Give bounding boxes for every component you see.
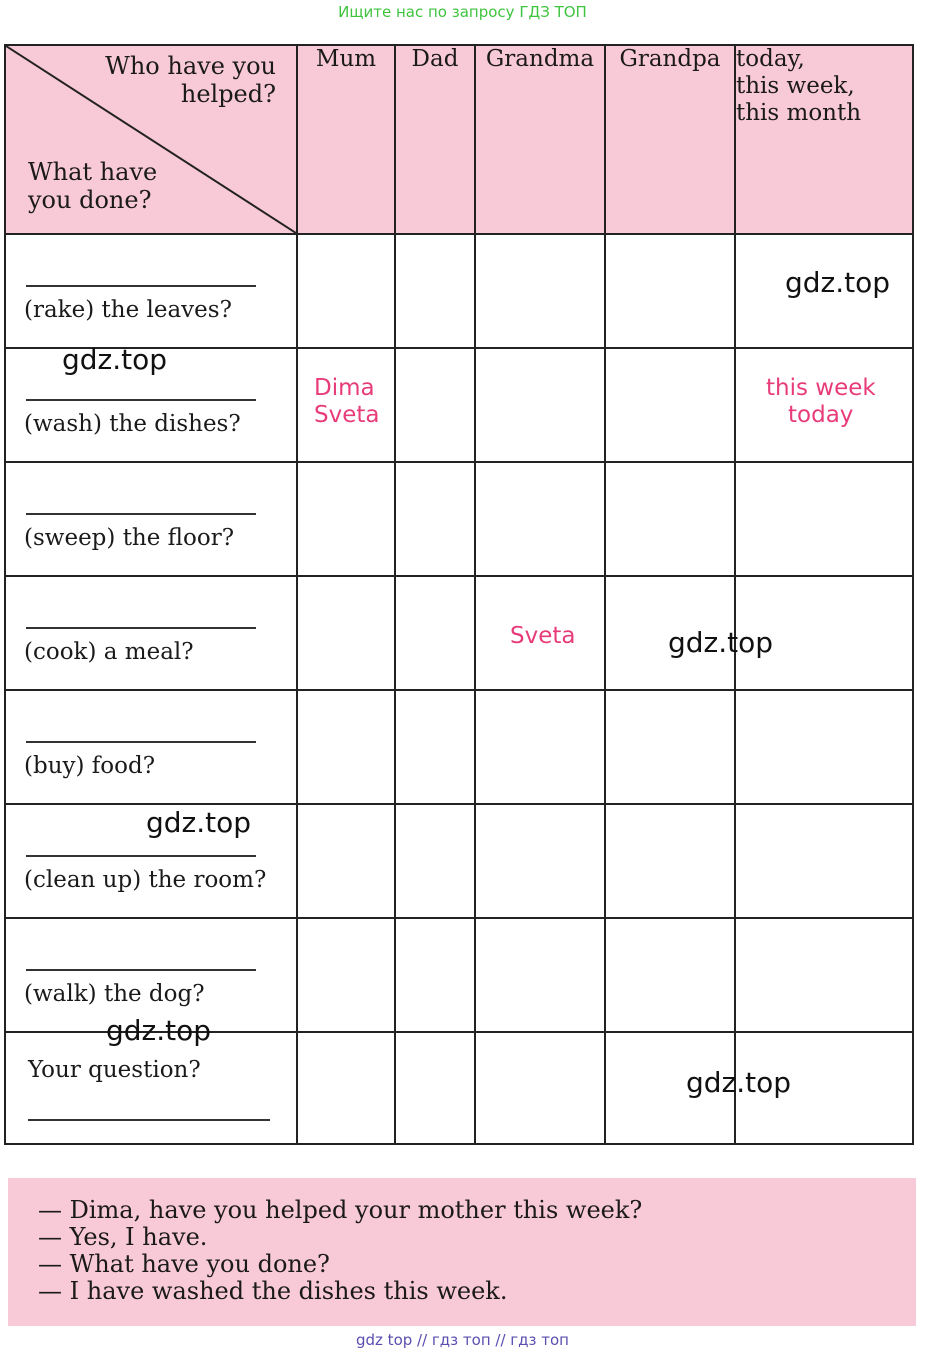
cell[interactable]: [395, 804, 475, 918]
cell[interactable]: [475, 234, 605, 348]
cell[interactable]: [297, 234, 395, 348]
cell[interactable]: [475, 690, 605, 804]
cell[interactable]: [395, 1032, 475, 1144]
question-text: (clean up) the room?: [24, 867, 267, 893]
question-cell: [5, 576, 297, 690]
handwriting-sveta: Sveta: [314, 402, 380, 428]
cell[interactable]: [475, 1032, 605, 1144]
chores-table: [4, 44, 914, 1145]
cell[interactable]: [735, 462, 913, 576]
column-time: today, this week, this month: [735, 45, 913, 234]
cell[interactable]: [297, 462, 395, 576]
cell[interactable]: [475, 348, 605, 462]
watermark: gdz.top: [106, 1014, 212, 1047]
table-row: [5, 234, 913, 348]
watermark: gdz.top: [668, 626, 774, 659]
column-grandma: Grandma: [475, 45, 605, 234]
question-cell: [5, 690, 297, 804]
question-cell: [5, 234, 297, 348]
question-text: (cook) a meal?: [24, 639, 194, 665]
what-done-label: What have you done?: [28, 158, 158, 214]
dialog-line: — Yes, I have.: [38, 1223, 208, 1251]
dialog-line: — I have washed the dishes this week.: [38, 1277, 508, 1305]
cell[interactable]: [395, 348, 475, 462]
answer-blank[interactable]: [26, 969, 256, 971]
question-text: (walk) the dog?: [24, 981, 205, 1007]
question-cell: [5, 1032, 297, 1144]
cell[interactable]: [735, 690, 913, 804]
question-cell: [5, 462, 297, 576]
answer-blank[interactable]: [28, 1119, 270, 1121]
question-text: (rake) the leaves?: [24, 297, 232, 323]
cell[interactable]: [735, 918, 913, 1032]
cell[interactable]: [395, 234, 475, 348]
cell[interactable]: [297, 576, 395, 690]
cell[interactable]: [297, 918, 395, 1032]
cell[interactable]: [605, 234, 735, 348]
your-question-text: Your question?: [28, 1057, 201, 1083]
cell[interactable]: [605, 690, 735, 804]
cell[interactable]: [395, 462, 475, 576]
cell[interactable]: [297, 690, 395, 804]
cell[interactable]: [297, 348, 395, 462]
cell[interactable]: [475, 462, 605, 576]
watermark: gdz.top: [785, 266, 891, 299]
handwriting-dima: Dima: [314, 375, 375, 401]
cell[interactable]: [395, 576, 475, 690]
cell[interactable]: [605, 918, 735, 1032]
who-helped-label: Who have you helped?: [105, 52, 276, 108]
watermark: gdz.top: [146, 806, 252, 839]
cell[interactable]: [395, 918, 475, 1032]
cell[interactable]: [735, 804, 913, 918]
cell[interactable]: [475, 576, 605, 690]
column-mum: Mum: [297, 45, 395, 234]
handwriting-today: today: [788, 402, 854, 428]
diagonal-header-cell: [5, 45, 297, 234]
cell[interactable]: [297, 804, 395, 918]
column-grandpa: Grandpa: [605, 45, 735, 234]
column-dad: Dad: [395, 45, 475, 234]
watermark: gdz.top: [686, 1066, 792, 1099]
table-header-row: [5, 45, 913, 234]
cell[interactable]: [605, 462, 735, 576]
question-text: (sweep) the floor?: [24, 525, 235, 551]
bottom-banner: gdz top // гдз топ // гдз топ: [356, 1331, 569, 1349]
watermark: gdz.top: [62, 343, 168, 376]
example-dialog: [8, 1178, 916, 1326]
handwriting-sveta: Sveta: [510, 623, 576, 649]
cell[interactable]: [735, 348, 913, 462]
cell[interactable]: [297, 1032, 395, 1144]
answer-blank[interactable]: [26, 513, 256, 515]
answer-blank[interactable]: [26, 741, 256, 743]
dialog-line: — What have you done?: [38, 1250, 330, 1278]
dialog-line: — Dima, have you helped your mother this week?: [38, 1196, 643, 1224]
answer-blank[interactable]: [26, 855, 256, 857]
table-row: [5, 462, 913, 576]
table-row: [5, 804, 913, 918]
answer-blank[interactable]: [26, 627, 256, 629]
answer-blank[interactable]: [26, 399, 256, 401]
handwriting-this-week: this week: [766, 375, 876, 401]
question-text: (wash) the dishes?: [24, 411, 241, 437]
cell[interactable]: [605, 348, 735, 462]
cell[interactable]: [605, 804, 735, 918]
top-banner: Ищите нас по запросу ГДЗ ТОП: [338, 3, 587, 21]
cell[interactable]: [395, 690, 475, 804]
table-row: [5, 690, 913, 804]
answer-blank[interactable]: [26, 285, 256, 287]
question-text: (buy) food?: [24, 753, 156, 779]
cell[interactable]: [475, 918, 605, 1032]
table-row: [5, 576, 913, 690]
cell[interactable]: [475, 804, 605, 918]
